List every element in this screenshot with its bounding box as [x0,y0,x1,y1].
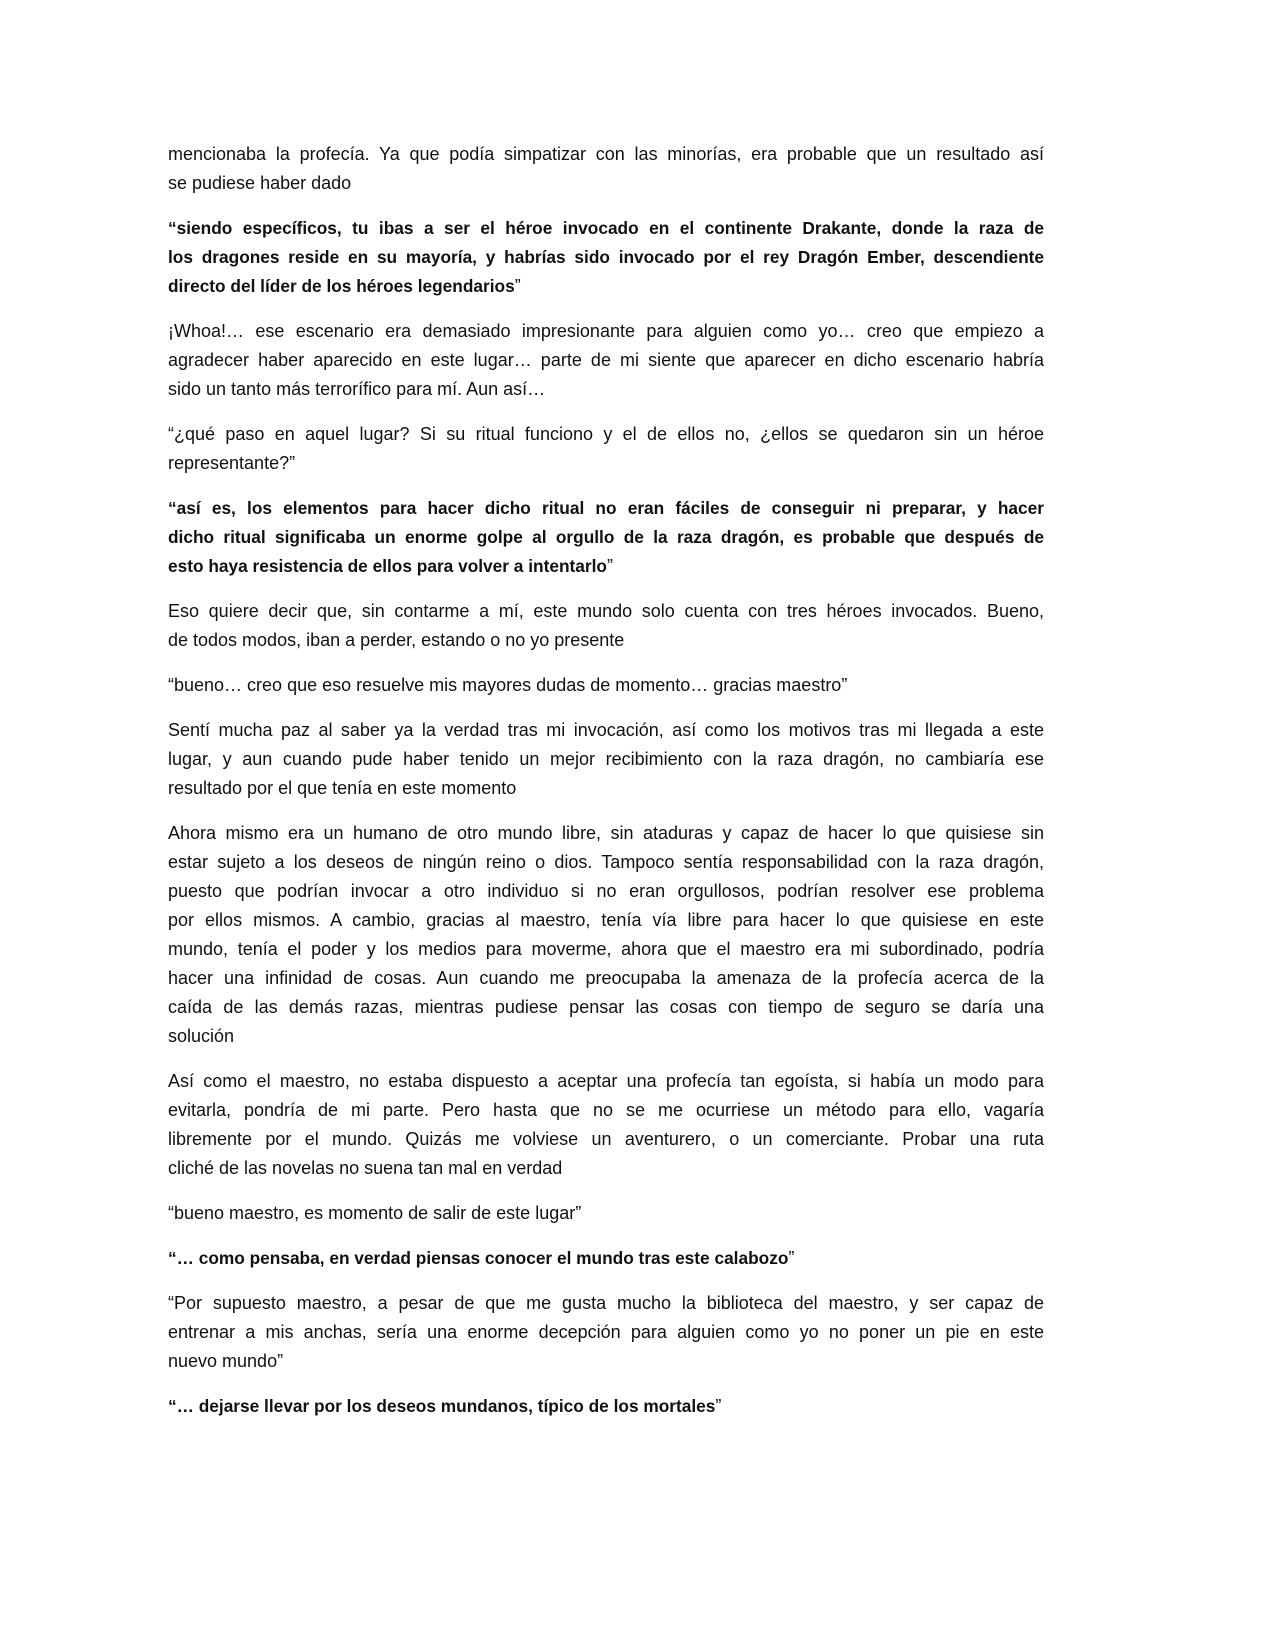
text: “bueno… creo que eso resuelve mis mayores dudas de momento… gracias maestro” [168,675,848,695]
text: Así como el maestro, no estaba dispuesto a aceptar una profecía tan egoísta, si había un modo para [168,1071,1044,1091]
text-line [168,1125,1044,1154]
text-line [168,1289,1044,1318]
text: Ahora mismo era un humano de otro mundo libre, sin ataduras y capaz de hacer lo que quisiese sin [168,823,1044,843]
text-line [168,1244,1044,1273]
paragraph [168,1067,1044,1183]
text-line [168,420,1044,449]
paragraph [168,140,1044,198]
text-line [168,346,1044,375]
paragraph [168,317,1044,404]
text: evitarla, pondría de mi parte. Pero hasta que no se me ocurriese un método para ello, vagaría [168,1100,1044,1120]
text-line [168,848,1044,877]
paragraph [168,1289,1044,1376]
text-line [168,1199,1044,1228]
text-line [168,935,1044,964]
bold-text: “así es, los elementos para hacer dicho ritual no eran fáciles de conseguir ni preparar, y hacer [168,498,1044,518]
text: ” [606,556,613,576]
paragraph [168,716,1044,803]
bold-text: los dragones reside en su mayoría, y habrías sido invocado por el rey Dragón Ember, descendiente [168,247,1044,267]
text: estar sujeto a los deseos de ningún reino o dios. Tampoco sentía responsabilidad con la raza dragón, [168,852,1044,872]
text: mencionaba la profecía. Ya que podía simpatizar con las minorías, era probable que un resultado así [168,144,1044,164]
text: “bueno maestro, es momento de salir de este lugar” [168,1203,582,1223]
text: agradecer haber aparecido en este lugar… parte de mi siente que aparecer en dicho escenario habría [168,350,1044,370]
paragraph [168,671,1044,700]
text-line [168,819,1044,848]
paragraph [168,1392,1044,1421]
text-line [168,140,1044,169]
text: por ellos mismos. A cambio, gracias al maestro, tenía vía libre para hacer lo que quisiese en este [168,910,1044,930]
text-line [168,1022,1044,1051]
text-line [168,243,1044,272]
text-line [168,449,1044,478]
paragraph [168,494,1044,581]
bold-text: directo del líder de los héroes legendarios [168,276,515,296]
paragraph [168,420,1044,478]
bold-text: “… como pensaba, en verdad piensas conocer el mundo tras este calabozo [168,1248,789,1268]
text: “¿qué paso en aquel lugar? Si su ritual funciono y el de ellos no, ¿ellos se quedaron sin un héroe [168,424,1044,444]
paragraph [168,214,1044,301]
text-line [168,494,1044,523]
text: mundo, tenía el poder y los medios para moverme, ahora que el maestro era mi subordinado, podría [168,939,1044,959]
text-line [168,1096,1044,1125]
bold-text: dicho ritual significaba un enorme golpe al orgullo de la raza dragón, es probable que después de [168,527,1044,547]
text-line [168,964,1044,993]
text: lugar, y aun cuando pude haber tenido un mejor recibimiento con la raza dragón, no cambiaría ese [168,749,1044,769]
text-line [168,906,1044,935]
text: hacer una infinidad de cosas. Aun cuando me preocupaba la amenaza de la profecía acerca de la [168,968,1044,988]
paragraph [168,1244,1044,1273]
text: ” [715,1396,722,1416]
text: representante?” [168,453,296,473]
text: Sentí mucha paz al saber ya la verdad tras mi invocación, así como los motivos tras mi llegada a este [168,720,1044,740]
text: sido un tanto más terrorífico para mí. Aun así… [168,379,546,399]
text: ” [514,276,521,296]
text: libremente por el mundo. Quizás me volviese un aventurero, o un comerciante. Probar una ruta [168,1129,1044,1149]
text: resultado por el que tenía en este momento [168,778,517,798]
text: caída de las demás razas, mientras pudiese pensar las cosas con tiempo de seguro se daría una [168,997,1044,1017]
text-line [168,1154,1044,1183]
document-page [168,140,1044,1437]
text: cliché de las novelas no suena tan mal en verdad [168,1158,563,1178]
text: entrenar a mis anchas, sería una enorme decepción para alguien como yo no poner un pie en este [168,1322,1044,1342]
text-line [168,716,1044,745]
text-line [168,1318,1044,1347]
text: se pudiese haber dado [168,173,352,193]
text-line [168,317,1044,346]
text-line [168,626,1044,655]
paragraph [168,1199,1044,1228]
text-line [168,1347,1044,1376]
text-line [168,375,1044,404]
text: solución [168,1026,235,1046]
text: Eso quiere decir que, sin contarme a mí, este mundo solo cuenta con tres héroes invocados. Bueno, [168,601,1044,621]
bold-text: “siendo específicos, tu ibas a ser el héroe invocado en el continente Drakante, donde la raza de [168,218,1044,238]
bold-text: “… dejarse llevar por los deseos mundanos, típico de los mortales [168,1396,716,1416]
text-line [168,597,1044,626]
text: “Por supuesto maestro, a pesar de que me gusta mucho la biblioteca del maestro, y ser capaz de [168,1293,1044,1313]
text-line [168,552,1044,581]
paragraph [168,597,1044,655]
text-line [168,214,1044,243]
paragraph [168,819,1044,1051]
text-line [168,1392,1044,1421]
text-line [168,993,1044,1022]
text-line [168,745,1044,774]
text-line [168,774,1044,803]
text-line [168,877,1044,906]
text: ¡Whoa!… ese escenario era demasiado impresionante para alguien como yo… creo que empiezo a [168,321,1044,341]
text: puesto que podrían invocar a otro individuo si no eran orgullosos, podrían resolver ese problema [168,881,1044,901]
text: ” [788,1248,795,1268]
text: nuevo mundo” [168,1351,284,1371]
text-line [168,272,1044,301]
text: de todos modos, iban a perder, estando o no yo presente [168,630,625,650]
text-line [168,1067,1044,1096]
text-line [168,169,1044,198]
text-line [168,523,1044,552]
text-line [168,671,1044,700]
bold-text: esto haya resistencia de ellos para volver a intentarlo [168,556,607,576]
